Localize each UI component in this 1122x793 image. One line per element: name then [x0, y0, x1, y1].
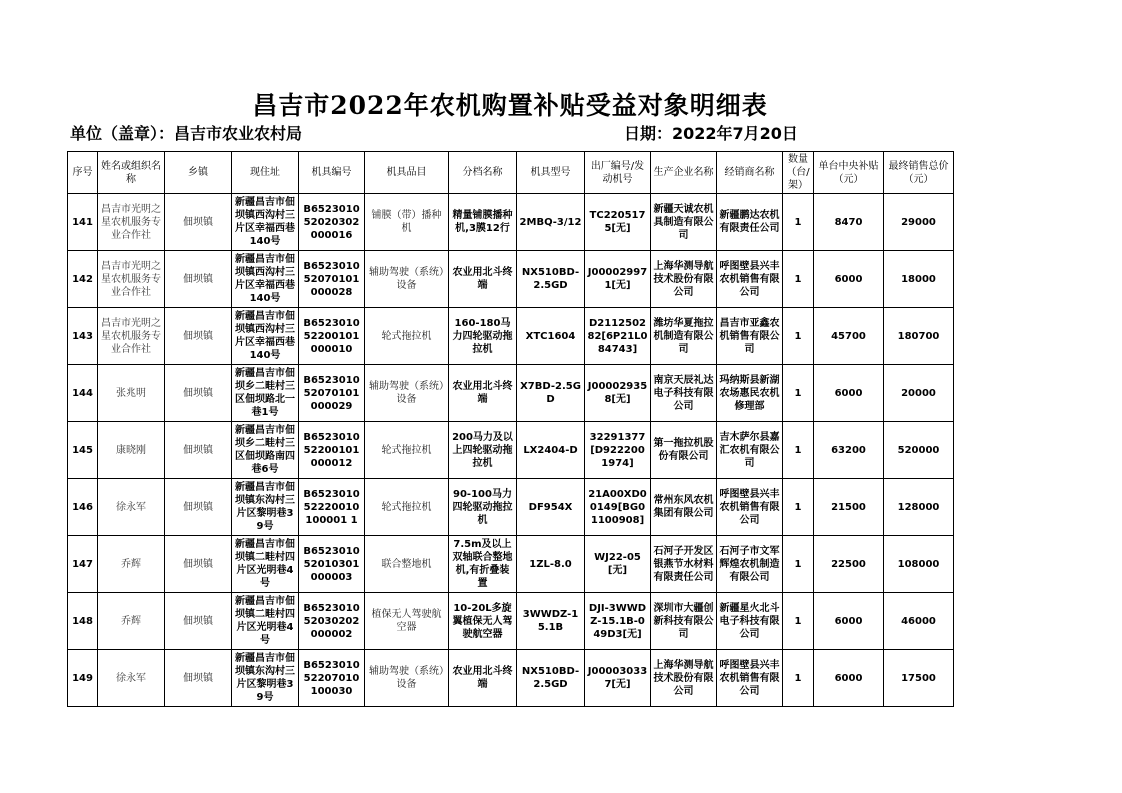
cell-subsidy: 22500	[814, 536, 884, 593]
cell-serial: 32291377[D9222001974]	[585, 422, 651, 479]
cell-category: 轮式拖拉机	[365, 479, 449, 536]
cell-category: 轮式拖拉机	[365, 422, 449, 479]
cell-quantity: 1	[783, 422, 814, 479]
header-cell: 最终销售总价（元）	[884, 152, 954, 194]
cell-manufacturer: 上海华测导航技术股份有限公司	[651, 650, 717, 707]
table-row	[68, 536, 954, 593]
cell-subsidy: 6000	[814, 251, 884, 308]
cell-model: NX510BD-2.5GD	[517, 251, 585, 308]
cell-category: 联合整地机	[365, 536, 449, 593]
cell-category: 辅助驾驶（系统）设备	[365, 365, 449, 422]
cell-category: 轮式拖拉机	[365, 308, 449, 365]
cell-price: 46000	[884, 593, 954, 650]
cell-town: 佃坝镇	[165, 308, 232, 365]
cell-price: 29000	[884, 194, 954, 251]
table-row	[68, 194, 954, 251]
cell-dealer: 呼图壁县兴丰农机销售有限公司	[717, 251, 783, 308]
cell-name: 乔辉	[98, 593, 165, 650]
cell-machine-id: B652301052220010100001 1	[299, 479, 365, 536]
table-row	[68, 365, 954, 422]
cell-name: 徐永军	[98, 479, 165, 536]
header-cell: 单台中央补贴（元）	[814, 152, 884, 194]
cell-serial: J000029971[无]	[585, 251, 651, 308]
header-cell: 机具编号	[299, 152, 365, 194]
header-cell: 姓名或组织名称	[98, 152, 165, 194]
cell-town: 佃坝镇	[165, 536, 232, 593]
cell-seq: 146	[68, 479, 98, 536]
cell-machine-id: B652301052070101000028	[299, 251, 365, 308]
cell-seq: 145	[68, 422, 98, 479]
header-cell: 机具品目	[365, 152, 449, 194]
cell-grade: 农业用北斗终端	[449, 251, 517, 308]
header-cell: 序号	[68, 152, 98, 194]
cell-dealer: 呼图壁县兴丰农机销售有限公司	[717, 650, 783, 707]
cell-model: NX510BD-2.5GD	[517, 650, 585, 707]
cell-model: 3WWDZ-15.1B	[517, 593, 585, 650]
cell-grade: 160-180马力四轮驱动拖拉机	[449, 308, 517, 365]
cell-machine-id: B652301052020302000016	[299, 194, 365, 251]
cell-name: 昌吉市光明之星农机服务专业合作社	[98, 194, 165, 251]
cell-seq: 141	[68, 194, 98, 251]
header-cell: 数量（台/架）	[783, 152, 814, 194]
cell-dealer: 呼图壁县兴丰农机销售有限公司	[717, 479, 783, 536]
cell-town: 佃坝镇	[165, 593, 232, 650]
cell-machine-id: B652301052010301000003	[299, 536, 365, 593]
cell-grade: 200马力及以上四轮驱动拖拉机	[449, 422, 517, 479]
cell-price: 108000	[884, 536, 954, 593]
cell-name: 张兆明	[98, 365, 165, 422]
header-cell: 乡镇	[165, 152, 232, 194]
cell-name: 康晓刚	[98, 422, 165, 479]
cell-quantity: 1	[783, 593, 814, 650]
cell-address: 新疆昌吉市佃坝镇西沟村三片区幸福西巷140号	[232, 308, 299, 365]
table-row	[68, 650, 954, 707]
cell-grade: 10-20L多旋翼植保无人驾驶航空器	[449, 593, 517, 650]
cell-seq: 149	[68, 650, 98, 707]
cell-price: 18000	[884, 251, 954, 308]
header-cell: 分档名称	[449, 152, 517, 194]
cell-serial: J000030337[无]	[585, 650, 651, 707]
cell-town: 佃坝镇	[165, 422, 232, 479]
cell-subsidy: 6000	[814, 365, 884, 422]
cell-serial: D211250282[6P21L084743]	[585, 308, 651, 365]
subsidy-table	[67, 151, 954, 707]
cell-address: 新疆昌吉市佃坝镇东沟村三片区黎明巷39号	[232, 479, 299, 536]
cell-town: 佃坝镇	[165, 251, 232, 308]
cell-quantity: 1	[783, 650, 814, 707]
cell-machine-id: B652301052200101000010	[299, 308, 365, 365]
header-cell: 现住址	[232, 152, 299, 194]
cell-price: 520000	[884, 422, 954, 479]
cell-manufacturer: 深圳市大疆创新科技有限公司	[651, 593, 717, 650]
cell-serial: TC2205175[无]	[585, 194, 651, 251]
cell-address: 新疆昌吉市佃坝乡二畦村三区佃坝路南四巷6号	[232, 422, 299, 479]
page-title: 昌吉市2022年农机购置补贴受益对象明细表	[252, 91, 768, 120]
table-row	[68, 422, 954, 479]
table-row	[68, 593, 954, 650]
cell-town: 佃坝镇	[165, 194, 232, 251]
cell-machine-id: B652301052070101000029	[299, 365, 365, 422]
cell-address: 新疆昌吉市佃坝镇西沟村三片区幸福西巷140号	[232, 194, 299, 251]
cell-serial: WJ22-05[无]	[585, 536, 651, 593]
cell-grade: 精量铺膜播种机,3膜12行	[449, 194, 517, 251]
cell-town: 佃坝镇	[165, 365, 232, 422]
cell-dealer: 新疆鹏达农机有限责任公司	[717, 194, 783, 251]
table-row	[68, 479, 954, 536]
cell-address: 新疆昌吉市佃坝镇二畦村四片区光明巷4号	[232, 593, 299, 650]
cell-machine-id: B652301052200101000012	[299, 422, 365, 479]
cell-subsidy: 45700	[814, 308, 884, 365]
cell-subsidy: 21500	[814, 479, 884, 536]
cell-seq: 144	[68, 365, 98, 422]
header-cell: 机具型号	[517, 152, 585, 194]
cell-town: 佃坝镇	[165, 650, 232, 707]
date-label: 日期：2022年7月20日	[624, 124, 798, 143]
header-cell: 出厂编号/发动机号	[585, 152, 651, 194]
cell-machine-id: B652301052030202000002	[299, 593, 365, 650]
cell-model: 1ZL-8.0	[517, 536, 585, 593]
cell-category: 辅助驾驶（系统）设备	[365, 650, 449, 707]
cell-subsidy: 8470	[814, 194, 884, 251]
cell-town: 佃坝镇	[165, 479, 232, 536]
cell-model: X7BD-2.5GD	[517, 365, 585, 422]
cell-quantity: 1	[783, 308, 814, 365]
cell-model: XTC1604	[517, 308, 585, 365]
header-cell: 经销商名称	[717, 152, 783, 194]
cell-manufacturer: 上海华测导航技术股份有限公司	[651, 251, 717, 308]
cell-category: 植保无人驾驶航空器	[365, 593, 449, 650]
cell-manufacturer: 常州东风农机集团有限公司	[651, 479, 717, 536]
cell-name: 乔辉	[98, 536, 165, 593]
cell-seq: 148	[68, 593, 98, 650]
cell-name: 昌吉市光明之星农机服务专业合作社	[98, 251, 165, 308]
cell-dealer: 吉木萨尔县嘉汇农机有限公司	[717, 422, 783, 479]
table-header-row	[68, 152, 954, 194]
cell-seq: 143	[68, 308, 98, 365]
cell-price: 128000	[884, 479, 954, 536]
cell-grade: 90-100马力四轮驱动拖拉机	[449, 479, 517, 536]
cell-grade: 农业用北斗终端	[449, 650, 517, 707]
cell-subsidy: 6000	[814, 593, 884, 650]
cell-price: 17500	[884, 650, 954, 707]
cell-subsidy: 63200	[814, 422, 884, 479]
cell-address: 新疆昌吉市佃坝镇西沟村三片区幸福西巷140号	[232, 251, 299, 308]
table-row	[68, 308, 954, 365]
cell-quantity: 1	[783, 365, 814, 422]
cell-name: 昌吉市光明之星农机服务专业合作社	[98, 308, 165, 365]
cell-manufacturer: 潍坊华夏拖拉机制造有限公司	[651, 308, 717, 365]
cell-grade: 7.5m及以上双轴联合整地机,有折叠装置	[449, 536, 517, 593]
cell-quantity: 1	[783, 251, 814, 308]
cell-model: LX2404-D	[517, 422, 585, 479]
cell-address: 新疆昌吉市佃坝镇东沟村三片区黎明巷39号	[232, 650, 299, 707]
unit-label: 单位（盖章）：昌吉市农业农村局	[70, 124, 303, 143]
cell-quantity: 1	[783, 194, 814, 251]
cell-category: 铺膜（带）播种机	[365, 194, 449, 251]
table-row	[68, 251, 954, 308]
cell-manufacturer: 第一拖拉机股份有限公司	[651, 422, 717, 479]
cell-grade: 农业用北斗终端	[449, 365, 517, 422]
cell-manufacturer: 南京天辰礼达电子科技有限公司	[651, 365, 717, 422]
cell-seq: 142	[68, 251, 98, 308]
cell-dealer: 昌吉市亚鑫农机销售有限公司	[717, 308, 783, 365]
cell-manufacturer: 石河子开发区银燕节水材料有限责任公司	[651, 536, 717, 593]
cell-serial: J000029358[无]	[585, 365, 651, 422]
cell-manufacturer: 新疆天诚农机具制造有限公司	[651, 194, 717, 251]
header-cell: 生产企业名称	[651, 152, 717, 194]
cell-dealer: 石河子市文军辉煌农机制造有限公司	[717, 536, 783, 593]
cell-serial: 21A00XD00149[BG01100908]	[585, 479, 651, 536]
cell-machine-id: B652301052207010100030	[299, 650, 365, 707]
cell-name: 徐永军	[98, 650, 165, 707]
cell-subsidy: 6000	[814, 650, 884, 707]
cell-price: 180700	[884, 308, 954, 365]
cell-price: 20000	[884, 365, 954, 422]
cell-serial: DJI-3WWDZ-15.1B-049D3[无]	[585, 593, 651, 650]
cell-category: 辅助驾驶（系统）设备	[365, 251, 449, 308]
cell-address: 新疆昌吉市佃坝乡二畦村三区佃坝路北一巷1号	[232, 365, 299, 422]
cell-quantity: 1	[783, 536, 814, 593]
cell-quantity: 1	[783, 479, 814, 536]
cell-address: 新疆昌吉市佃坝镇二畦村四片区光明巷4号	[232, 536, 299, 593]
cell-model: 2MBQ-3/12	[517, 194, 585, 251]
cell-seq: 147	[68, 536, 98, 593]
cell-dealer: 玛纳斯县新湖农场惠民农机修理部	[717, 365, 783, 422]
cell-dealer: 新疆星火北斗电子科技有限公司	[717, 593, 783, 650]
cell-model: DF954X	[517, 479, 585, 536]
